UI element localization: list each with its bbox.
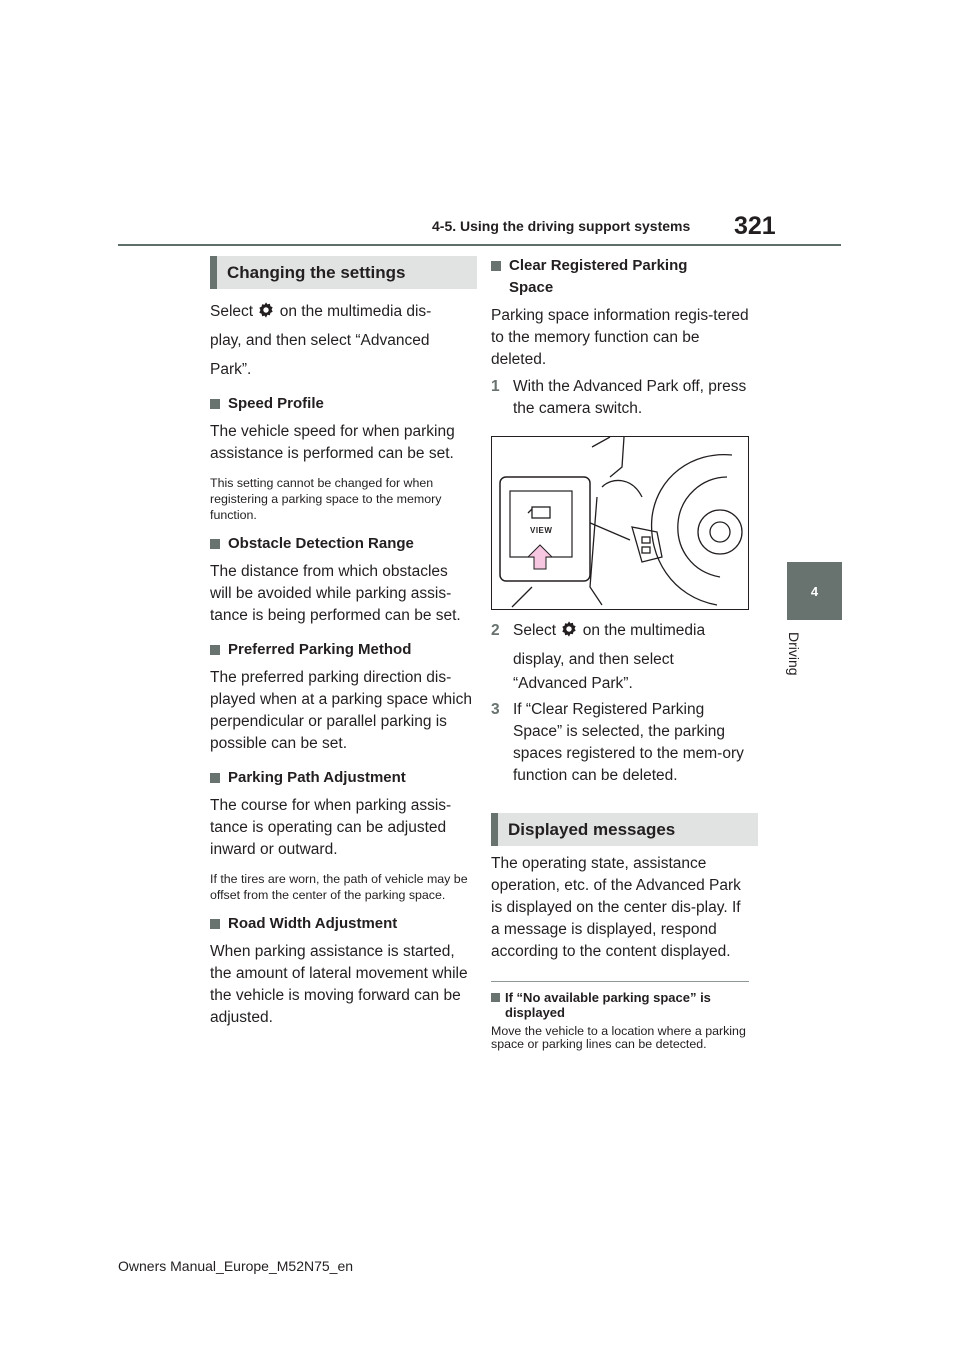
step-1-number: 1 bbox=[491, 378, 500, 395]
chapter-number: 4 bbox=[810, 583, 819, 599]
gear-icon bbox=[560, 620, 578, 638]
step-1-text: With the Advanced Park off, press the camera switch. bbox=[513, 378, 747, 417]
step-2-number: 2 bbox=[491, 622, 500, 639]
gear-icon bbox=[257, 301, 275, 319]
intro-line-3: Park”. bbox=[210, 361, 252, 378]
header-rule bbox=[118, 244, 841, 246]
clear-space-title: Clear Registered Parking Space bbox=[491, 255, 719, 299]
step-2 bbox=[491, 620, 753, 642]
step-2-select: Select bbox=[513, 622, 557, 639]
chapter-tab bbox=[787, 562, 842, 620]
section-heading-settings: Changing the settings bbox=[210, 256, 477, 289]
parking-method-body: The preferred parking direction dis-played when at a parking space which perpendicular or parallel parking is possible can be set. bbox=[210, 669, 472, 752]
road-width-title: Road Width Adjustment bbox=[210, 913, 472, 935]
camera-switch-illustration bbox=[491, 436, 749, 610]
step-3-text: If “Clear Registered Parking Space” is selected, the parking spaces registered to the mem-ory function can be deleted. bbox=[513, 701, 744, 784]
obstacle-range-body: The distance from which obstacles will be avoided while parking assis-tance is being performed can be set. bbox=[210, 563, 461, 624]
road-width-body: When parking assistance is started, the amount of lateral movement while the vehicle is moving forward can be adjusted. bbox=[210, 943, 468, 1026]
divider bbox=[491, 981, 749, 982]
step-1 bbox=[491, 376, 753, 420]
parking-method-title: Preferred Parking Method bbox=[210, 639, 472, 661]
page-number: 321 bbox=[734, 212, 776, 240]
intro-select: Select bbox=[210, 303, 254, 320]
step-2-line-3: “Advanced Park”. bbox=[513, 675, 633, 692]
right-column bbox=[491, 255, 753, 1051]
dashboard-drawing bbox=[492, 437, 748, 609]
section-heading-messages: Displayed messages bbox=[491, 813, 758, 846]
left-column bbox=[210, 256, 472, 1029]
step-3 bbox=[491, 699, 753, 787]
step-3-number: 3 bbox=[491, 701, 500, 718]
intro-line-1 bbox=[210, 301, 472, 323]
footer-text: Owners Manual_Europe_M52N75_en bbox=[118, 1258, 354, 1274]
section-title: 4-5. Using the driving support systems bbox=[432, 218, 691, 234]
obstacle-range-title: Obstacle Detection Range bbox=[210, 533, 472, 555]
no-space-title: If “No available parking space” is displayed bbox=[491, 990, 749, 1020]
view-button-label: VIEW bbox=[530, 526, 553, 535]
no-space-body: Move the vehicle to a location where a parking space or parking lines can be detected. bbox=[491, 1024, 746, 1051]
step-2-after: on the multimedia bbox=[582, 622, 706, 639]
step-2-line-2: display, and then select bbox=[513, 651, 674, 668]
chapter-label: Driving bbox=[786, 632, 802, 676]
intro-line-2: play, and then select “Advanced bbox=[210, 332, 430, 349]
intro-after: on the multimedia dis- bbox=[279, 303, 432, 320]
speed-profile-title: Speed Profile bbox=[210, 393, 472, 415]
speed-profile-body: The vehicle speed for when parking assistance is performed can be set. bbox=[210, 423, 455, 462]
path-adjustment-body: The course for when parking assis-tance is operating can be adjusted inward or outward. bbox=[210, 797, 452, 858]
clear-space-body: Parking space information regis-tered to the memory function can be deleted. bbox=[491, 307, 749, 368]
messages-body: The operating state, assistance operation, etc. of the Advanced Park is displayed on the center dis-play. If a message is displayed, respond according to the content displayed. bbox=[491, 855, 741, 960]
path-adjustment-title: Parking Path Adjustment bbox=[210, 767, 472, 789]
path-adjustment-note: If the tires are worn, the path of vehicle may be offset from the center of the parking space. bbox=[210, 872, 468, 902]
speed-profile-note: This setting cannot be changed for when registering a parking space to the memory function. bbox=[210, 476, 442, 522]
